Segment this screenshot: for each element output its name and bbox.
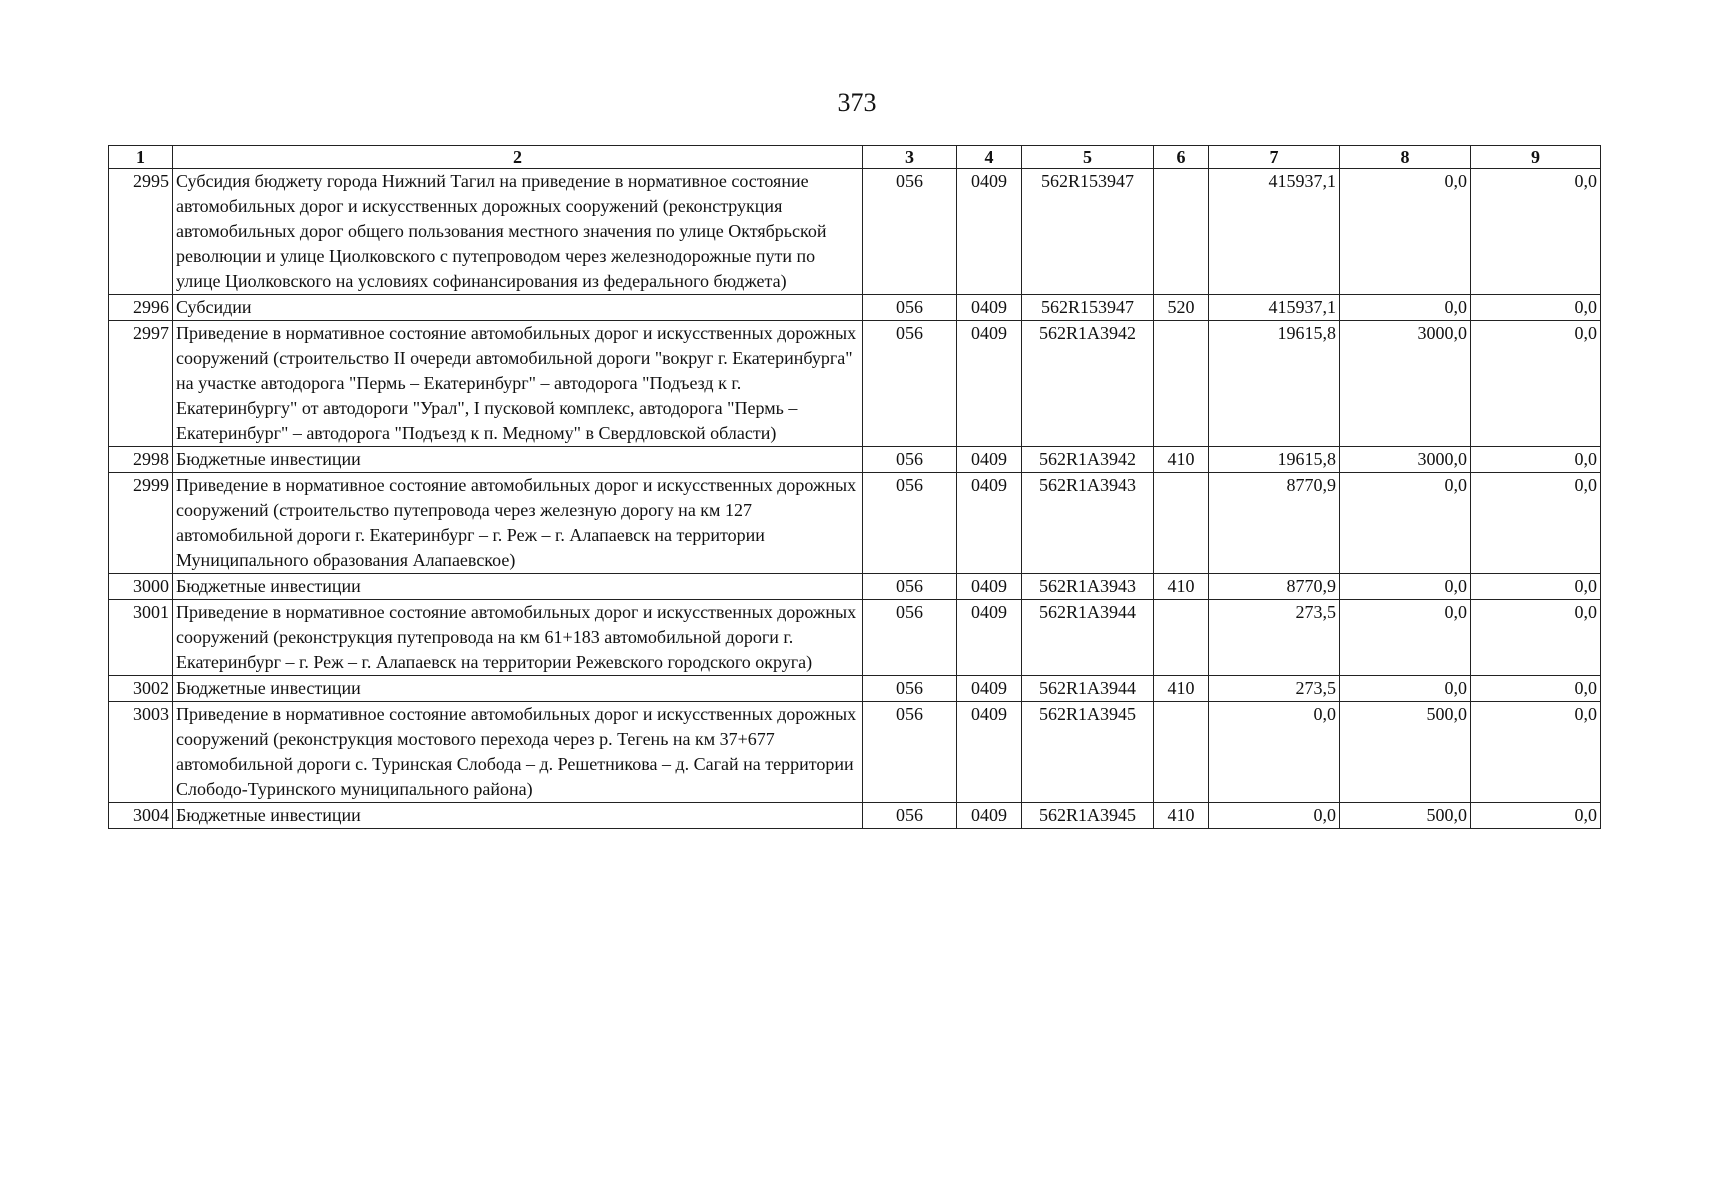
row-amount-7: 8770,9 (1209, 473, 1340, 574)
col-header-4: 4 (957, 146, 1022, 169)
row-name: Бюджетные инвестиции (173, 803, 863, 829)
row-amount-7: 0,0 (1209, 702, 1340, 803)
page-number: 373 (837, 88, 877, 117)
row-number: 2997 (109, 321, 173, 447)
row-name: Субсидия бюджету города Нижний Тагил на приведение в нормативное состояние автомобильных дорог и искусственных дорожных сооружений (реконструкция автомобильных дорог общего пользования местного значения по улице Октябрьской революции и улице Циолковского с путепроводом через железнодорожные пути по улице Циолковского на условиях софинансирования из федерального бюджета) (173, 169, 863, 295)
row-code-4: 0409 (957, 600, 1022, 676)
row-amount-8: 500,0 (1340, 803, 1471, 829)
table-row (109, 574, 1601, 600)
row-number: 2999 (109, 473, 173, 574)
row-name: Бюджетные инвестиции (173, 574, 863, 600)
row-code-4: 0409 (957, 321, 1022, 447)
row-code-5: 562R1A3943 (1022, 574, 1154, 600)
row-number: 2996 (109, 295, 173, 321)
row-amount-8: 0,0 (1340, 676, 1471, 702)
row-amount-7: 415937,1 (1209, 295, 1340, 321)
row-code-3: 056 (863, 473, 957, 574)
row-amount-9: 0,0 (1471, 473, 1601, 574)
row-code-3: 056 (863, 574, 957, 600)
table-row (109, 676, 1601, 702)
row-code-6: 410 (1154, 803, 1209, 829)
table-row (109, 447, 1601, 473)
row-code-5: 562R1A3945 (1022, 803, 1154, 829)
row-code-4: 0409 (957, 169, 1022, 295)
row-amount-9: 0,0 (1471, 574, 1601, 600)
row-amount-9: 0,0 (1471, 702, 1601, 803)
row-amount-7: 19615,8 (1209, 447, 1340, 473)
row-code-5: 562R1A3945 (1022, 702, 1154, 803)
row-code-3: 056 (863, 447, 957, 473)
row-amount-8: 0,0 (1340, 574, 1471, 600)
budget-table (108, 145, 1601, 829)
row-name: Приведение в нормативное состояние автомобильных дорог и искусственных дорожных сооружений (реконструкция путепровода на км 61+183 автомобильной дороги г. Екатеринбург – г. Реж – г. Алапаевск на территории Режевского городского округа) (173, 600, 863, 676)
row-code-6: 410 (1154, 574, 1209, 600)
row-amount-7: 19615,8 (1209, 321, 1340, 447)
row-code-4: 0409 (957, 295, 1022, 321)
row-code-5: 562R153947 (1022, 169, 1154, 295)
row-code-6 (1154, 169, 1209, 295)
table-row (109, 803, 1601, 829)
row-amount-8: 0,0 (1340, 473, 1471, 574)
row-name: Субсидии (173, 295, 863, 321)
row-number: 3000 (109, 574, 173, 600)
row-amount-9: 0,0 (1471, 295, 1601, 321)
col-header-6: 6 (1154, 146, 1209, 169)
row-amount-7: 273,5 (1209, 676, 1340, 702)
row-code-3: 056 (863, 702, 957, 803)
row-code-6 (1154, 600, 1209, 676)
row-amount-9: 0,0 (1471, 803, 1601, 829)
row-code-5: 562R1A3944 (1022, 600, 1154, 676)
row-number: 2998 (109, 447, 173, 473)
row-name: Бюджетные инвестиции (173, 676, 863, 702)
row-amount-9: 0,0 (1471, 676, 1601, 702)
row-code-6 (1154, 473, 1209, 574)
col-header-3: 3 (863, 146, 957, 169)
row-number: 3002 (109, 676, 173, 702)
row-code-3: 056 (863, 600, 957, 676)
row-amount-7: 273,5 (1209, 600, 1340, 676)
row-code-4: 0409 (957, 702, 1022, 803)
row-number: 3003 (109, 702, 173, 803)
row-number: 3004 (109, 803, 173, 829)
col-header-1: 1 (109, 146, 173, 169)
col-header-7: 7 (1209, 146, 1340, 169)
row-code-5: 562R1A3943 (1022, 473, 1154, 574)
row-code-4: 0409 (957, 574, 1022, 600)
row-name: Приведение в нормативное состояние автомобильных дорог и искусственных дорожных сооружений (реконструкция мостового перехода через р. Тегень на км 37+677 автомобильной дороги с. Туринская Слобода – д. Решетникова – д. Сагай на территории Слободо-Туринского муниципального района) (173, 702, 863, 803)
row-code-5: 562R153947 (1022, 295, 1154, 321)
row-number: 2995 (109, 169, 173, 295)
row-amount-9: 0,0 (1471, 600, 1601, 676)
row-amount-9: 0,0 (1471, 169, 1601, 295)
row-amount-8: 3000,0 (1340, 447, 1471, 473)
row-code-6: 410 (1154, 676, 1209, 702)
row-code-5: 562R1A3944 (1022, 676, 1154, 702)
row-name: Приведение в нормативное состояние автомобильных дорог и искусственных дорожных сооружений (строительство II очереди автомобильной дороги "вокруг г. Екатеринбурга" на участке автодорога "Пермь – Екатеринбург" – автодорога "Подъезд к г. Екатеринбургу" от автодороги "Урал", I пусковой комплекс, автодорога "Пермь – Екатеринбург" – автодорога "Подъезд к п. Медному" в Свердловской области) (173, 321, 863, 447)
col-header-9: 9 (1471, 146, 1601, 169)
col-header-2: 2 (173, 146, 863, 169)
row-amount-9: 0,0 (1471, 321, 1601, 447)
row-code-5: 562R1A3942 (1022, 321, 1154, 447)
row-code-3: 056 (863, 295, 957, 321)
table-row (109, 295, 1601, 321)
col-header-5: 5 (1022, 146, 1154, 169)
row-name: Бюджетные инвестиции (173, 447, 863, 473)
table-row (109, 600, 1601, 676)
row-code-4: 0409 (957, 676, 1022, 702)
row-amount-8: 500,0 (1340, 702, 1471, 803)
row-amount-7: 8770,9 (1209, 574, 1340, 600)
row-code-3: 056 (863, 169, 957, 295)
row-code-6 (1154, 321, 1209, 447)
row-code-4: 0409 (957, 803, 1022, 829)
row-code-4: 0409 (957, 473, 1022, 574)
row-code-6: 520 (1154, 295, 1209, 321)
row-code-4: 0409 (957, 447, 1022, 473)
row-code-3: 056 (863, 803, 957, 829)
row-code-3: 056 (863, 321, 957, 447)
row-amount-8: 0,0 (1340, 295, 1471, 321)
row-code-5: 562R1A3942 (1022, 447, 1154, 473)
row-amount-8: 3000,0 (1340, 321, 1471, 447)
row-amount-7: 415937,1 (1209, 169, 1340, 295)
col-header-8: 8 (1340, 146, 1471, 169)
row-code-6 (1154, 702, 1209, 803)
row-name: Приведение в нормативное состояние автомобильных дорог и искусственных дорожных сооружений (строительство путепровода через железную дорогу на км 127 автомобильной дороги г. Екатеринбург – г. Реж – г. Алапаевск на территории Муниципального образования Алапаевское) (173, 473, 863, 574)
table-row (109, 321, 1601, 447)
row-amount-8: 0,0 (1340, 600, 1471, 676)
row-amount-7: 0,0 (1209, 803, 1340, 829)
row-amount-9: 0,0 (1471, 447, 1601, 473)
table-row (109, 702, 1601, 803)
table-row (109, 473, 1601, 574)
row-code-3: 056 (863, 676, 957, 702)
table-row (109, 169, 1601, 295)
row-number: 3001 (109, 600, 173, 676)
row-amount-8: 0,0 (1340, 169, 1471, 295)
header-row (109, 146, 1601, 169)
row-code-6: 410 (1154, 447, 1209, 473)
